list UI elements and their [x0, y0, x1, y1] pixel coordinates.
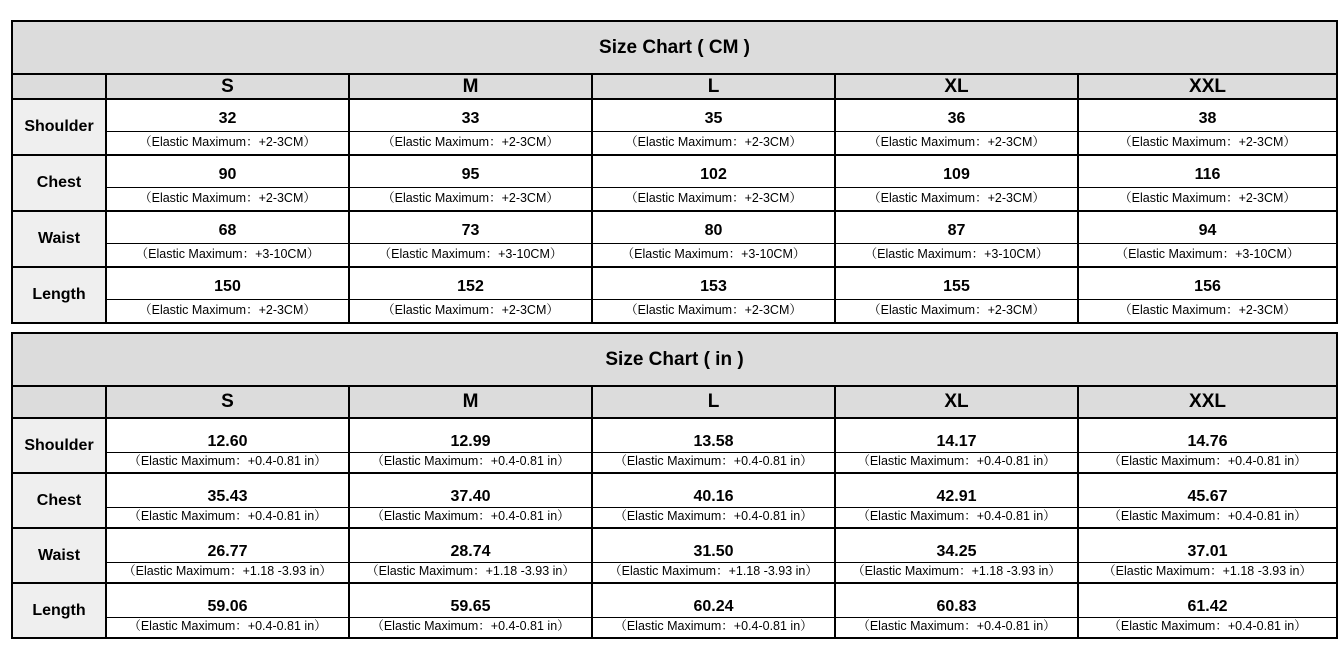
size-header-m: M: [349, 74, 592, 99]
size-chart-in-title: Size Chart ( in ): [12, 333, 1337, 386]
measurement-cell: [592, 583, 835, 638]
elastic-note: （Elastic Maximum：+2-3CM）: [382, 191, 559, 205]
size-header-m: M: [349, 386, 592, 418]
size-chart-cm-title: Size Chart ( CM ): [12, 21, 1337, 74]
measurement-value: 80: [593, 212, 834, 244]
measurement-value: 153: [593, 268, 834, 300]
measurement-value: 152: [350, 268, 591, 300]
measurement-cell: [349, 267, 592, 323]
elastic-note: （Elastic Maximum：+2-3CM）: [1119, 135, 1296, 149]
elastic-note: （Elastic Maximum：+2-3CM）: [868, 303, 1045, 317]
measurement-cell: [106, 418, 349, 473]
elastic-note: （Elastic Maximum：+0.4-0.81 in）: [614, 619, 813, 633]
measurement-cell: [592, 155, 835, 211]
measurement-value: 37.01: [1079, 529, 1336, 563]
elastic-note: （Elastic Maximum：+3-10CM）: [864, 247, 1049, 261]
row-label-waist: Waist: [12, 211, 106, 267]
measurement-cell: [835, 99, 1078, 155]
size-header-xxl: XXL: [1078, 386, 1337, 418]
elastic-note: （Elastic Maximum：+0.4-0.81 in）: [371, 619, 570, 633]
elastic-note: （Elastic Maximum：+3-10CM）: [1115, 247, 1300, 261]
measurement-cell: [349, 155, 592, 211]
elastic-note: （Elastic Maximum：+0.4-0.81 in）: [128, 454, 327, 468]
measurement-cell: [349, 418, 592, 473]
elastic-note: （Elastic Maximum：+3-10CM）: [378, 247, 563, 261]
elastic-note: （Elastic Maximum：+2-3CM）: [382, 303, 559, 317]
elastic-note: （Elastic Maximum：+2-3CM）: [625, 303, 802, 317]
measurement-value: 95: [350, 156, 591, 188]
measurement-cell: [835, 528, 1078, 583]
elastic-note: （Elastic Maximum：+2-3CM）: [1119, 191, 1296, 205]
elastic-note: （Elastic Maximum：+0.4-0.81 in）: [371, 509, 570, 523]
measurement-value: 155: [836, 268, 1077, 300]
measurement-cell: [592, 211, 835, 267]
elastic-note: （Elastic Maximum：+2-3CM）: [139, 303, 316, 317]
measurement-cell: [106, 267, 349, 323]
elastic-note: （Elastic Maximum：+0.4-0.81 in）: [1108, 454, 1307, 468]
table-row: [12, 99, 1337, 155]
measurement-cell: [106, 155, 349, 211]
measurement-cell: [1078, 155, 1337, 211]
elastic-note: （Elastic Maximum：+2-3CM）: [868, 191, 1045, 205]
row-label-length: Length: [12, 267, 106, 323]
row-label-length: Length: [12, 583, 106, 638]
measurement-value: 90: [107, 156, 348, 188]
measurement-value: 60.24: [593, 584, 834, 618]
elastic-note: （Elastic Maximum：+1.18 -3.93 in）: [1103, 564, 1312, 578]
elastic-note: （Elastic Maximum：+1.18 -3.93 in）: [123, 564, 332, 578]
measurement-value: 87: [836, 212, 1077, 244]
table-row: [12, 155, 1337, 211]
measurement-value: 33: [350, 100, 591, 132]
table-row: [12, 267, 1337, 323]
measurement-value: 13.58: [593, 419, 834, 453]
measurement-value: 68: [107, 212, 348, 244]
table-row: [12, 583, 1337, 638]
measurement-cell: [1078, 267, 1337, 323]
size-header-s: S: [106, 74, 349, 99]
table-row: [12, 418, 1337, 473]
row-label-waist: Waist: [12, 528, 106, 583]
measurement-cell: [835, 418, 1078, 473]
size-chart-cm-table: [11, 20, 1338, 324]
size-header-s: S: [106, 386, 349, 418]
elastic-note: （Elastic Maximum：+0.4-0.81 in）: [1108, 509, 1307, 523]
measurement-value: 59.06: [107, 584, 348, 618]
measurement-cell: [106, 99, 349, 155]
size-header-l: L: [592, 386, 835, 418]
elastic-note: （Elastic Maximum：+2-3CM）: [139, 135, 316, 149]
measurement-cell: [349, 583, 592, 638]
measurement-value: 32: [107, 100, 348, 132]
measurement-cell: [1078, 418, 1337, 473]
elastic-note: （Elastic Maximum：+2-3CM）: [139, 191, 316, 205]
elastic-note: （Elastic Maximum：+0.4-0.81 in）: [857, 619, 1056, 633]
measurement-cell: [835, 267, 1078, 323]
measurement-value: 150: [107, 268, 348, 300]
elastic-note: （Elastic Maximum：+1.18 -3.93 in）: [609, 564, 818, 578]
measurement-value: 59.65: [350, 584, 591, 618]
measurement-cell: [1078, 473, 1337, 528]
measurement-value: 109: [836, 156, 1077, 188]
elastic-note: （Elastic Maximum：+0.4-0.81 in）: [128, 619, 327, 633]
measurement-value: 34.25: [836, 529, 1077, 563]
measurement-cell: [349, 99, 592, 155]
measurement-cell: [106, 528, 349, 583]
elastic-note: （Elastic Maximum：+1.18 -3.93 in）: [852, 564, 1061, 578]
measurement-value: 35.43: [107, 474, 348, 508]
measurement-value: 31.50: [593, 529, 834, 563]
measurement-cell: [592, 473, 835, 528]
elastic-note: （Elastic Maximum：+0.4-0.81 in）: [614, 454, 813, 468]
measurement-value: 42.91: [836, 474, 1077, 508]
measurement-cell: [1078, 211, 1337, 267]
size-header-xxl: XXL: [1078, 74, 1337, 99]
size-chart-in-table: [11, 332, 1338, 639]
measurement-cell: [835, 583, 1078, 638]
size-header-xl: XL: [835, 386, 1078, 418]
elastic-note: （Elastic Maximum：+2-3CM）: [625, 135, 802, 149]
header-corner-cell: [12, 386, 106, 418]
measurement-cell: [1078, 99, 1337, 155]
measurement-cell: [592, 528, 835, 583]
elastic-note: （Elastic Maximum：+2-3CM）: [382, 135, 559, 149]
measurement-cell: [349, 528, 592, 583]
row-label-shoulder: Shoulder: [12, 99, 106, 155]
measurement-value: 37.40: [350, 474, 591, 508]
measurement-value: 156: [1079, 268, 1336, 300]
measurement-cell: [835, 211, 1078, 267]
table-row: [12, 211, 1337, 267]
elastic-note: （Elastic Maximum：+0.4-0.81 in）: [614, 509, 813, 523]
measurement-cell: [349, 473, 592, 528]
size-header-l: L: [592, 74, 835, 99]
measurement-value: 45.67: [1079, 474, 1336, 508]
elastic-note: （Elastic Maximum：+0.4-0.81 in）: [371, 454, 570, 468]
measurement-cell: [592, 99, 835, 155]
table-row: [12, 473, 1337, 528]
elastic-note: （Elastic Maximum：+0.4-0.81 in）: [857, 509, 1056, 523]
measurement-value: 12.60: [107, 419, 348, 453]
measurement-value: 14.17: [836, 419, 1077, 453]
size-header-xl: XL: [835, 74, 1078, 99]
measurement-cell: [1078, 528, 1337, 583]
measurement-value: 28.74: [350, 529, 591, 563]
measurement-value: 26.77: [107, 529, 348, 563]
measurement-value: 40.16: [593, 474, 834, 508]
measurement-value: 102: [593, 156, 834, 188]
measurement-value: 61.42: [1079, 584, 1336, 618]
measurement-value: 116: [1079, 156, 1336, 188]
measurement-value: 60.83: [836, 584, 1077, 618]
table-row: [12, 528, 1337, 583]
measurement-cell: [349, 211, 592, 267]
elastic-note: （Elastic Maximum：+3-10CM）: [621, 247, 806, 261]
elastic-note: （Elastic Maximum：+0.4-0.81 in）: [128, 509, 327, 523]
row-label-chest: Chest: [12, 473, 106, 528]
measurement-cell: [592, 267, 835, 323]
elastic-note: （Elastic Maximum：+2-3CM）: [1119, 303, 1296, 317]
measurement-value: 38: [1079, 100, 1336, 132]
measurement-cell: [106, 211, 349, 267]
measurement-value: 35: [593, 100, 834, 132]
row-label-shoulder: Shoulder: [12, 418, 106, 473]
header-corner-cell: [12, 74, 106, 99]
elastic-note: （Elastic Maximum：+3-10CM）: [135, 247, 320, 261]
measurement-value: 36: [836, 100, 1077, 132]
measurement-value: 12.99: [350, 419, 591, 453]
measurement-cell: [592, 418, 835, 473]
measurement-value: 94: [1079, 212, 1336, 244]
measurement-cell: [106, 473, 349, 528]
measurement-value: 14.76: [1079, 419, 1336, 453]
elastic-note: （Elastic Maximum：+0.4-0.81 in）: [857, 454, 1056, 468]
measurement-value: 73: [350, 212, 591, 244]
elastic-note: （Elastic Maximum：+0.4-0.81 in）: [1108, 619, 1307, 633]
measurement-cell: [835, 473, 1078, 528]
measurement-cell: [1078, 583, 1337, 638]
measurement-cell: [835, 155, 1078, 211]
measurement-cell: [106, 583, 349, 638]
row-label-chest: Chest: [12, 155, 106, 211]
elastic-note: （Elastic Maximum：+2-3CM）: [625, 191, 802, 205]
elastic-note: （Elastic Maximum：+2-3CM）: [868, 135, 1045, 149]
elastic-note: （Elastic Maximum：+1.18 -3.93 in）: [366, 564, 575, 578]
